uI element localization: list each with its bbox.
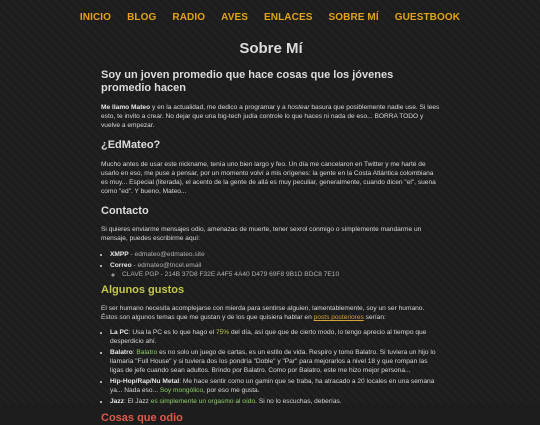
correo-address[interactable]: - edmateo@tncel.email xyxy=(131,262,202,269)
top-nav xyxy=(0,12,540,23)
main-content xyxy=(101,40,441,425)
nav-aves[interactable]: AVES xyxy=(221,12,248,23)
gustos-heading: Algunos gustos xyxy=(101,284,185,296)
nav-sobre-mi[interactable]: SOBRE MÍ xyxy=(328,12,379,23)
nav-guestbook[interactable]: GUESTBOOK xyxy=(394,12,461,23)
intro-heading: Soy un joven promedio que hace cosas que los jóvenes promedio hacen xyxy=(101,69,394,94)
contact-list xyxy=(101,250,441,279)
odio-heading: Cosas que odio xyxy=(101,412,183,424)
posts-link[interactable]: posts posteriores xyxy=(313,314,364,321)
gusto-pc: • La PC: Usa la PC es lo que hago el 75% del día, así que que de cierto modo, lo tengo aprecio al tiempo que desperdicio ahí. xyxy=(110,328,441,346)
pgp-key: ◦ CLAVE PGP - 214B 37D8 F32E A4F5 4A40 D479 69F8 9B1D BDC8 7E10 xyxy=(122,270,441,279)
gustos-list xyxy=(101,328,441,406)
gusto-hiphop: • Hip-Hop/Rap/Nu Metal: Me hace sentir como un gamin que se traba, ha atracado a 20 locales en una semana ya... Nada eso... Soy mongólico, por eso me gusta. xyxy=(110,377,441,395)
gustos-text: El ser humano necesita acomplejarse con mierda para sentirse alguien, lamentablemente, soy un ser humano. Éstos son algunos temas que me gustan y de los que quisiera hablar en posts posteriores serían: xyxy=(101,305,425,321)
intro-text: Me llamo Mateo y en la actualidad, me dedico a programar y a hostear basura que posiblemente nadie use. Si lees esto, te invito a crear. No dejar que una big-tech judía controle lo que haces ni nada de eso... BORRA TODO y vuelve a empezar. xyxy=(101,104,440,129)
contacto-heading: Contacto xyxy=(101,205,149,217)
edmateo-text: Mucho antes de usar este nickname, tenía uno bien largo y feo. Un día me cancelaron en Twitter y me harté de usarlo en eso, me puse a pensar, por un momento volví a mis orígenes: la gente en la Costa Atlántica colombiana es muy... Especial (literada), el acento de la gente de allá es muy peculiar, generalmente, cuando dicen "el", suena como "ed". Y bueno, Mateo... xyxy=(101,161,436,195)
page-title: Sobre Mí xyxy=(239,40,303,57)
xmpp-item: • XMPP - edmateo@edmateo.site xyxy=(110,250,441,259)
xmpp-address[interactable]: - edmateo@edmateo.site xyxy=(128,251,205,258)
contacto-text: Si quieres enviarme mensajes odio, amenazas de muerte, tener sexrol conmigo o simplemente mandarme un mensaje, puedes escribirme aquí: xyxy=(101,226,422,242)
correo-item: • Correo - edmateo@tncel.email ◦ CLAVE PGP - 214B 37D8 F32E A4F5 4A40 D479 69F8 9B1D BDC8 7E10 xyxy=(110,261,441,279)
gusto-jazz: • Jazz: El Jazz es simplemente un orgasmo al oído. Si no lo escuchas, deberías. xyxy=(110,397,441,406)
edmateo-heading: ¿EdMateo? xyxy=(101,139,161,151)
nav-inicio[interactable]: INICIO xyxy=(79,12,112,23)
nav-blog[interactable]: BLOG xyxy=(127,12,157,23)
nav-radio[interactable]: RADIO xyxy=(172,12,206,23)
gusto-balatro: • Balatro: Balatro es no solo un juego de cartas, es un estilo de vida. Respiro y tomo Balatro. Si tuviera un hijo lo llamaría "Full House" y si tuviera dos los pondría "Doble" y "Par" para mejorarlos a nivel 18 y que rompan las ligas de jefe cuando sean adultos. Brindo por Balatro. Como por Balatro, este me hizo mejor persona... xyxy=(110,348,441,375)
nav-enlaces[interactable]: ENLACES xyxy=(264,12,313,23)
